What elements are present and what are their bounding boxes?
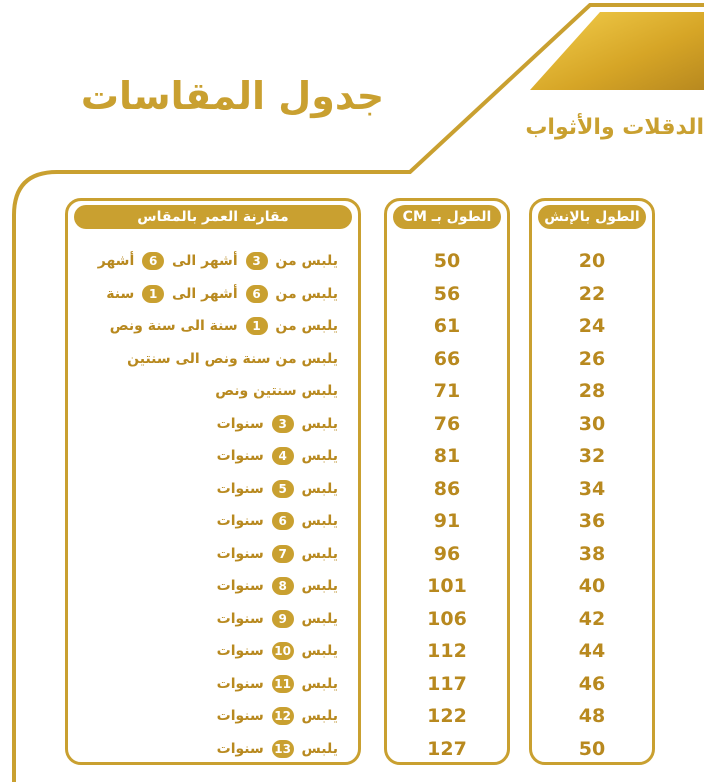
age-description: [68, 603, 358, 636]
age-text: سنوات: [216, 610, 269, 627]
cm-value: 81: [433, 445, 461, 467]
cm-value: 112: [427, 640, 467, 662]
age-text: يلبس: [296, 708, 338, 724]
cm-values: [387, 245, 507, 765]
age-text: يلبس: [296, 545, 338, 562]
age-description: [68, 505, 358, 538]
inch-value: 26: [578, 347, 606, 370]
age-text: أشهر: [97, 253, 140, 269]
inch-values: [532, 245, 652, 765]
age-description: [68, 343, 358, 376]
inch-value: 24: [578, 315, 606, 337]
cm-value: 66: [433, 347, 461, 370]
cm-value: 50: [433, 250, 461, 272]
age-description: [68, 538, 358, 571]
inch-value: 30: [578, 412, 606, 435]
cm-column-header: الطول بـ CM: [393, 205, 501, 229]
age-description: [68, 635, 358, 668]
age-description: [68, 278, 358, 311]
inch-value: 32: [578, 445, 606, 467]
cm-value: 86: [433, 477, 461, 500]
inch-value: 34: [578, 477, 606, 500]
age-text: يلبس: [296, 448, 338, 464]
age-text: سنوات: [216, 448, 269, 464]
age-text: يلبس: [296, 643, 338, 659]
age-text: سنة الى سنة ونص: [109, 318, 243, 334]
age-text: يلبس: [296, 610, 338, 627]
inch-value: 28: [578, 380, 606, 402]
age-column: [65, 198, 361, 765]
age-text: يلبس: [296, 513, 338, 529]
cm-value: 61: [433, 315, 461, 337]
cm-value: 106: [427, 607, 467, 630]
age-number-badge: 7: [272, 545, 294, 563]
age-text: يلبس: [296, 675, 338, 692]
age-text: يلبس: [296, 740, 338, 757]
age-number-badge: 6: [246, 285, 268, 303]
age-text: يلبس: [296, 480, 338, 497]
inch-value: 36: [578, 510, 606, 532]
age-text: يلبس من: [270, 253, 338, 269]
inch-value: 38: [578, 542, 606, 565]
age-text: سنوات: [216, 415, 269, 432]
age-number-badge: 5: [272, 480, 294, 498]
cm-value: 117: [427, 672, 467, 695]
age-text: يلبس من: [270, 318, 338, 334]
cm-value: 127: [427, 737, 467, 760]
cm-value: 76: [433, 412, 461, 435]
age-description: [68, 473, 358, 506]
age-text: يلبس من: [270, 285, 338, 302]
age-description: [68, 440, 358, 473]
cm-value: 71: [433, 380, 461, 402]
cm-value: 56: [433, 282, 461, 305]
age-description: [68, 408, 358, 441]
age-text: سنوات: [216, 740, 269, 757]
age-number-badge: 1: [246, 317, 268, 335]
age-text: يلبس: [296, 578, 338, 594]
inch-column: [529, 198, 655, 765]
age-column-header: مقارنة العمر بالمقاس: [74, 205, 352, 229]
age-text: يلبس سنتين ونص: [215, 383, 338, 399]
page-title: جدول المقاسات: [80, 74, 385, 118]
inch-column-header: الطول بالإنش: [538, 205, 646, 229]
age-description: [68, 700, 358, 733]
inch-value: 44: [578, 640, 606, 662]
cm-column: [384, 198, 510, 765]
inch-value: 42: [578, 607, 606, 630]
age-text: يلبس: [296, 415, 338, 432]
age-number-badge: 8: [272, 577, 294, 595]
age-text: سنوات: [216, 545, 269, 562]
age-number-badge: 6: [272, 512, 294, 530]
age-text: أشهر الى: [167, 285, 243, 302]
age-number-badge: 1: [142, 285, 164, 303]
cm-value: 101: [427, 575, 467, 597]
age-number-badge: 4: [272, 447, 294, 465]
age-number-badge: 10: [272, 642, 294, 660]
inch-value: 20: [578, 250, 606, 272]
age-text: يلبس من سنة ونص الى سنتين: [127, 350, 338, 367]
age-text: سنوات: [216, 513, 269, 529]
age-number-badge: 3: [272, 415, 294, 433]
age-description: [68, 310, 358, 343]
age-number-badge: 12: [272, 707, 294, 725]
age-description: [68, 668, 358, 701]
age-description: [68, 245, 358, 278]
age-text: سنوات: [216, 708, 269, 724]
age-text: سنوات: [216, 578, 269, 594]
age-text: سنوات: [216, 643, 269, 659]
age-number-badge: 9: [272, 610, 294, 628]
inch-value: 46: [578, 672, 606, 695]
age-description: [68, 733, 358, 766]
inch-value: 22: [578, 282, 606, 305]
inch-value: 50: [578, 737, 606, 760]
age-description: [68, 570, 358, 603]
age-number-badge: 11: [272, 675, 294, 693]
age-text: سنوات: [216, 675, 269, 692]
age-description: [68, 375, 358, 408]
cm-value: 122: [427, 705, 467, 727]
page-subtitle: الدقلات والأثواب: [525, 115, 704, 140]
cm-value: 91: [433, 510, 461, 532]
inch-value: 40: [578, 575, 606, 597]
cm-value: 96: [433, 542, 461, 565]
age-number-badge: 3: [246, 252, 268, 270]
age-values: [68, 245, 358, 765]
inch-value: 48: [578, 705, 606, 727]
age-text: سنة: [106, 285, 140, 302]
age-number-badge: 6: [142, 252, 164, 270]
age-text: أشهر الى: [167, 253, 243, 269]
age-number-badge: 13: [272, 740, 294, 758]
age-text: سنوات: [216, 480, 269, 497]
